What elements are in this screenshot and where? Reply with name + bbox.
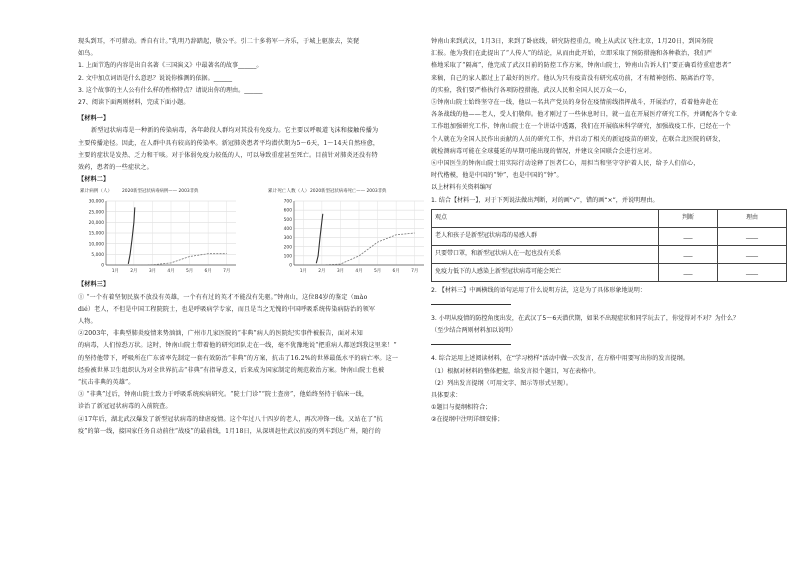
table-cell-reason[interactable]: ____ (718, 245, 787, 263)
question-3: 3. 这个故事的主人公有什么样的性格特点？请说出你的理由。______ (78, 86, 263, 94)
judgment-table (431, 209, 787, 282)
source-note: 以上材料有关资料编写 (431, 184, 492, 192)
m3-para-1-line-3: 人物。 (78, 318, 97, 326)
material-1-line-2: 主要传播途径。因此，在人群中具有较高的传染率。新冠肺炎患者平均潜伏期为5～6天，1～14天自然痊愈， (78, 139, 380, 147)
table-cell-reason[interactable]: ____ (718, 227, 787, 245)
requirements-title: 具体要求： (431, 392, 462, 400)
question-d-part-1: （1）根据对材料的整体把握，给发言拟个题目，写在表格中。 (431, 367, 600, 375)
m5-line-1: ⑥中国医生的钟南山院士用实际行动诠释了医者仁心，用担当和坚守守护着人民，给予人们信心， (431, 160, 700, 168)
table-row (432, 227, 787, 245)
m3-para-2-line-2: 的病毒，人们惊恐万状。这时，钟南山院士带着他的研究团队走在一线，毫不犹豫地说“把重病人都送到我这里来！” (78, 342, 397, 350)
table-header-reason: 理由 (718, 209, 787, 227)
y-tick-label: 0 (289, 264, 292, 270)
x-tick-label: 1月 (299, 269, 307, 275)
story-cont-line-1: 钟南山来到武汉，1月3日，来到了卧底线，研究防控重点，晚上从武汉飞往北京，1月20日，到国务院 (431, 38, 714, 45)
y-tick-label: 15,000 (88, 232, 104, 238)
material-1-title: 【材料一】 (78, 115, 110, 123)
x-tick-label: 3月 (336, 269, 345, 275)
y-tick-label: 400 (283, 227, 292, 233)
story-cont-line-2: 汇报。他为我们在此提出了“人传人”的结论，从而由此开始，立即采取了预防措施和各种救治，我们严 (431, 50, 713, 58)
x-tick-label: 4月 (167, 269, 175, 275)
question-c-line-2: （至少结合两则材料加以说明） (431, 327, 517, 335)
x-tick-label: 6月 (392, 269, 400, 275)
question-d: 4. 综合运用上述阅读材料，在“学习榜样”活动中做一次发言，在方格中用要写出你的发言提纲。 (431, 355, 689, 363)
left-column (78, 36, 434, 438)
m3-para-3-line-2: 诊治了新冠冠状病毒的入前院查。 (78, 403, 172, 411)
cases-chart-ylabel: 累计病例（人） (80, 189, 113, 195)
question-2: 2. 文中加点词语是什么意思？说说你推测的依据。______ (78, 74, 233, 82)
y-tick-label: 500 (283, 218, 292, 224)
table-header-view: 观点 (432, 209, 659, 227)
x-tick-label: 5月 (185, 269, 194, 275)
deaths-chart-ylabel: 累计死亡人数（人） (268, 189, 310, 195)
table-cell-judge[interactable]: ___ (659, 245, 718, 263)
table-header-row (432, 209, 787, 227)
material-1-line-1: 新型冠状病毒是一种新的传染病毒，各年龄段人群均对其没有免疫力。它主要以呼吸道飞沫和接触传播为 (91, 127, 379, 135)
deaths-chart-svg (268, 189, 428, 277)
right-column (431, 36, 787, 427)
m3-para-1-line-2: dié）老人，不但是中国工程院院士，也是呼吸病学专家，而且是当之无愧的中国呼吸系统传染病防治的领军 (78, 305, 376, 313)
x-tick-label: 4月 (355, 269, 363, 275)
story-cont-line-3: 格地采取了“隔离”，他完成了武汉目前的防控工作方案，钟南山院士，钟南山告诉人们“要正确看待重症患者” (431, 62, 732, 70)
x-tick-label: 7月 (411, 269, 419, 275)
requirement-1: ①题目与提纲相符合； (431, 404, 492, 412)
question-c-line-1: 3. 小明从疫情的防控角度出发，在武汉了5～6天潜伏期，如果不出现症状和同学玩去了，你觉得对不对？为什么？ (431, 315, 740, 323)
y-tick-label: 20,000 (88, 221, 104, 227)
y-tick-label: 700 (283, 200, 292, 206)
x-tick-label: 7月 (223, 269, 231, 275)
material-1-line-4: 效药，患者的一些症状之。 (78, 164, 153, 172)
story-cont-line-5: 的实验，我们要严格执行各项防控措施，武汉人民和全国人民万众一心， (431, 86, 631, 94)
m5-line-2: 时代楷模，他是中国的“钟”，也是中国的“钟”。 (431, 172, 563, 180)
m3-para-2-line-5: “抗击非典的英雄”。 (78, 379, 135, 387)
story-cont-line-4: 来稿，自己的家人都过上了最好的医疗。他认为只有疫苗没有研究成功前，才有精神创伤、隔离治疗等， (431, 74, 719, 82)
m4-line-3: 工作组加强研究工作，钟南山院士在一个讲话中透露，我们在开展临床科学研究，加强战疫工作，已经在一个 (431, 123, 731, 131)
cases-chart-legend: 2020新型冠状病毒病例—— 2003非典 (122, 189, 199, 195)
table-cell-view: 老人和孩子是新型冠状病毒的易感人群 (432, 227, 659, 245)
m3-para-4-line-2: 疫”的第一线，接国家任务自动前往“战疫”的最前线，1月18日，从深圳赶往武汉抗疫的列车到达广州，随行的 (78, 427, 381, 435)
m4-line-1: ⑤钟南山院士始终坚守在一线，他以一名共产党员的身份在疫情前线指挥战斗，开展治疗，看着他奔赴在 (431, 99, 719, 107)
question-1: 1. 上面节选的内容是出自名著《三国演义》中最著名的故事______。 (78, 62, 263, 70)
y-tick-label: 30,000 (88, 200, 104, 206)
cases-chart-svg (80, 189, 240, 277)
y-tick-label: 25,000 (88, 210, 104, 216)
x-tick-label: 3月 (148, 269, 157, 275)
question-a: 1. 结合【材料一】，对于下列说法做出判断，对的画“√”，错的画“×”，并说明理由。 (431, 196, 659, 204)
m3-para-2-line-1: ②2003年，非典型肺炎疫情来势汹汹，广州市几家医院的“非典”病人的医院纪实事件被报告，面对未知 (78, 330, 363, 338)
y-tick-label: 100 (283, 254, 292, 260)
x-tick-label: 5月 (373, 269, 382, 275)
story-line-1: 现头到耳，不可措动。香自有计。”乳明乃辞踏起，敬公平。引二十多将军一齐乐，于城上驱旅去，笑琵 (78, 38, 360, 45)
x-tick-label: 2月 (318, 269, 326, 275)
m3-para-2-line-4: 经验被世界卫生组织认为对全世界抗击“非典”有指导意义，后来成为国家制定的规范救治方案。钟南山院士也被 (78, 366, 385, 374)
material-2-title: 【材料二】 (78, 176, 110, 184)
table-row (432, 263, 787, 281)
m3-para-3-line-1: ③ “非典”过后，钟南山院士致力于呼吸系统疾病研究。“院士门诊”“院士查房”，他始终坚持于临床一线， (78, 391, 369, 399)
question-27: 27、阅读下面两则材料，完成下面小题。 (78, 99, 190, 107)
y-tick-label: 600 (283, 209, 292, 215)
m3-para-2-line-3: 的坚持他带下，呼吸所在广东省率先制定一套有效防治“非典”的方案，抗击了16.2%的世界最低水平的病亡率。这一 (78, 354, 399, 362)
table-row (432, 245, 787, 263)
story-line-2: 如鸟。 (78, 50, 97, 58)
y-tick-label: 5,000 (91, 253, 104, 259)
m4-line-5: 就检测病毒可能在全球蔓延的早期可能出现的情况，并建议全国联合会进行应对。 (431, 147, 656, 155)
y-tick-label: 0 (101, 264, 104, 270)
table-header-judge: 判断 (659, 209, 718, 227)
table-cell-view: 免疫力低下的人感染上新型冠状病毒可能会死亡 (432, 263, 659, 281)
material-3-title: 【材料三】 (78, 281, 110, 289)
x-tick-label: 1月 (111, 269, 119, 275)
y-tick-label: 200 (283, 245, 292, 251)
question-b: 2. 【材料三】中画横线的语句运用了什么说明方法，这是为了具体形象地说明： (431, 286, 646, 294)
y-tick-label: 300 (283, 236, 292, 242)
m3-para-1-line-1: ① “一个有着坚韧民族不放没有英雄，一个有有过的英才不能没有先驱。”钟南山，这位84岁的鉴定（mào (78, 293, 368, 301)
table-cell-judge[interactable]: ___ (659, 263, 718, 281)
answer-line-c[interactable] (431, 337, 787, 349)
material-2-charts (78, 189, 434, 277)
answer-line-b[interactable] (431, 297, 787, 309)
question-d-part-2: （2）列出发言提纲（可用文字、图示等形式呈现）。 (431, 379, 572, 387)
x-tick-label: 2月 (130, 269, 138, 275)
table-cell-reason[interactable]: ____ (718, 263, 787, 281)
requirement-2: ②在提纲中注明详细安排； (431, 416, 504, 424)
table-cell-view: 只要带口罩，和新型冠状病人在一起也没有关系 (432, 245, 659, 263)
y-tick-label: 10,000 (88, 242, 104, 248)
cases-chart (80, 189, 240, 277)
m4-line-4: 个人就在为全国人民作出贡献的人员的研究工作，并启动了相关的新冠疫苗的研发，在联合北医院的研发， (431, 135, 725, 143)
table-cell-judge[interactable]: ___ (659, 227, 718, 245)
x-tick-label: 6月 (204, 269, 212, 275)
material-1-line-3: 主要的症状是发热、乏力和干咳。对于体弱免疫力较低的人，可以导致重症甚至死亡。目前针对肺炎还没有特 (78, 151, 378, 159)
deaths-chart-legend: 2020新型冠状病毒死亡—— 2003非典 (310, 189, 387, 195)
m4-line-2: 各条战线的他——老人，受人们敬仰。他才刚过了一些休息时日，就一直在开展医疗研究工作，并调配各个专业 (431, 111, 737, 119)
m3-para-4-line-1: ④17年后，湖北武汉爆发了新型冠状病毒的肆虐疫情。这个年过八十四岁的老人，再次冲锋一线。又站在了“抗 (78, 415, 383, 423)
deaths-chart (268, 189, 428, 277)
